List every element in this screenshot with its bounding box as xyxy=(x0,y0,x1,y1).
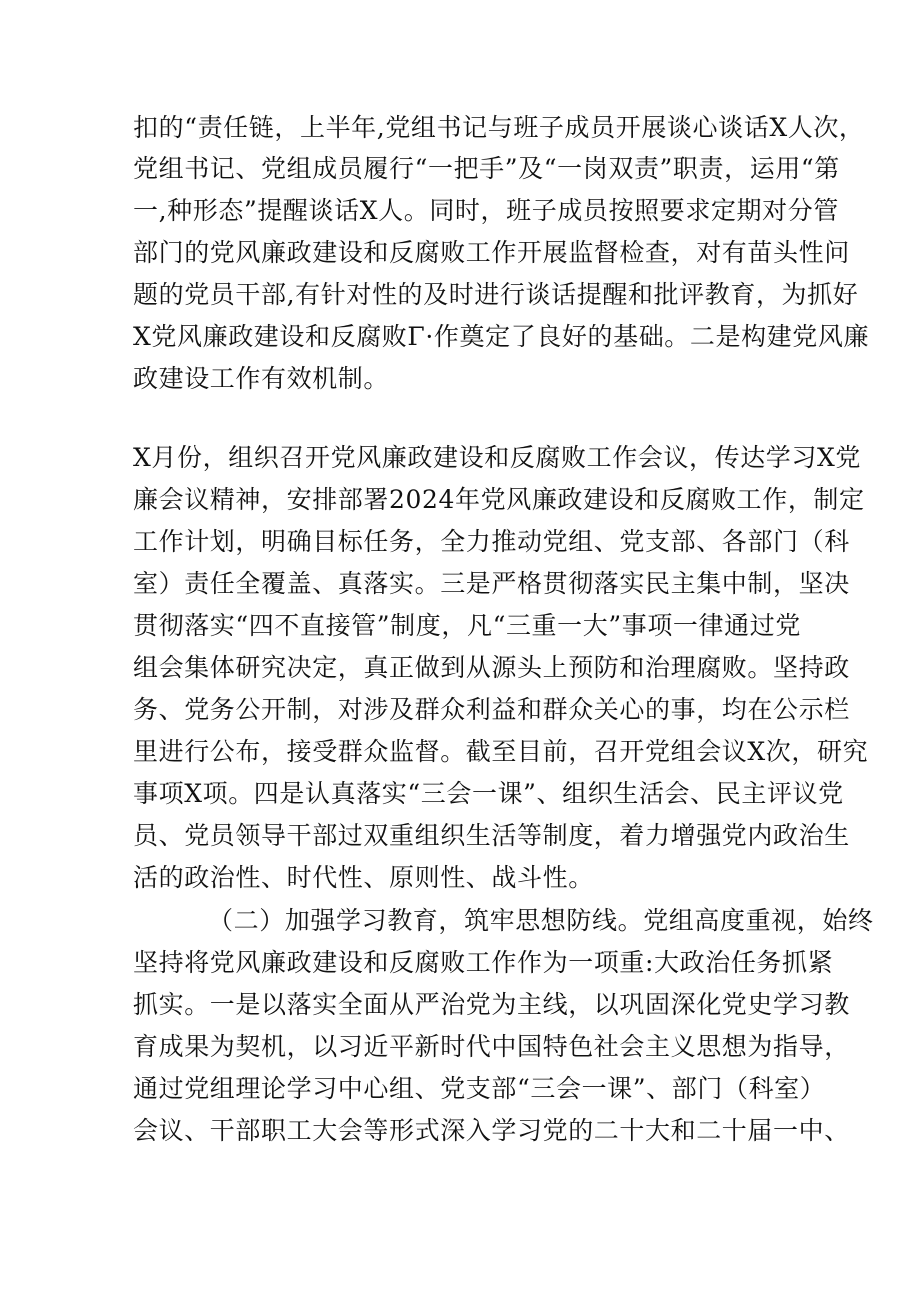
paragraph-line: 工作计划，明确目标任务，全力推动党组、党支部、各部门（科 xyxy=(133,527,850,556)
paragraph-line: 会议、干部职工大会等形式深入学习党的二十大和二十届一中、 xyxy=(133,1116,850,1145)
paragraph-line: 部门的党风廉政建设和反腐败工作开展监督检查，对有苗头性问 xyxy=(133,238,850,267)
paragraph-line: 题的党员干部,有针对性的及时进行谈话提醒和批评教育，为抓好 xyxy=(133,280,859,309)
paragraph-line: 务、党务公开制，对涉及群众利益和群众关心的事，均在公示栏 xyxy=(133,695,850,724)
paragraph-line: 里进行公布，接受群众监督。截至目前，召开党组会议X次，研究 xyxy=(133,737,869,766)
paragraph-line: 扣的“责任链，上半年,党组书记与班子成员开展谈心谈话X人次， xyxy=(133,113,865,142)
paragraph-line: 贯彻落实“四不直接管”制度，凡“三重一大”事项一律通过党 xyxy=(133,611,801,640)
paragraph-line: 党组书记、党组成员履行“一把手”及“一岗双责”职责，运用“第 xyxy=(133,154,840,183)
paragraph-line: 通过党组理论学习中心组、党支部“三会一课”、部门（科室） xyxy=(133,1074,826,1103)
paragraph-line: 活的政治性、时代性、原则性、战斗性。 xyxy=(133,863,594,892)
paragraph-line: 政建设工作有效机制。 xyxy=(133,364,390,393)
section-heading-line: （二）加强学习教育，筑牢思想防线。党组高度重视，始终 xyxy=(208,906,874,935)
paragraph-line: 抓实。一是以落实全面从严治党为主线，以巩固深化党史学习教 xyxy=(133,990,850,1019)
paragraph-line: 员、党员领导干部过双重组织生活等制度，着力增强党内政治生 xyxy=(133,821,850,850)
paragraph-line: X月份，组织召开党风廉政建设和反腐败工作会议，传达学习X党 xyxy=(133,443,861,472)
paragraph-line: X党风廉政建设和反腐败Γ·作奠定了良好的基础。二是构建党风廉 xyxy=(133,322,870,351)
paragraph-line: 室）责任全覆盖、真落实。三是严格贯彻落实民主集中制，坚决 xyxy=(133,569,850,598)
paragraph-line: 事项X项。四是认真落实“三会一课”、组织生活会、民主评议党 xyxy=(133,779,844,808)
paragraph-line: 一,种形态”提醒谈话X人。同时，班子成员按照要求定期对分管 xyxy=(133,196,839,225)
paragraph-line: 廉会议精神，安排部署2024年党风廉政建设和反腐败工作，制定 xyxy=(133,485,865,514)
paragraph-line: 育成果为契机，以习近平新时代中国特色社会主义思想为指导， xyxy=(133,1032,850,1061)
paragraph-line: 坚持将党风廉政建设和反腐败工作作为一项重:大政治任务抓紧 xyxy=(133,948,834,977)
paragraph-line: 组会集体研究决定，真正做到从源头上预防和治理腐败。坚持政 xyxy=(133,653,850,682)
